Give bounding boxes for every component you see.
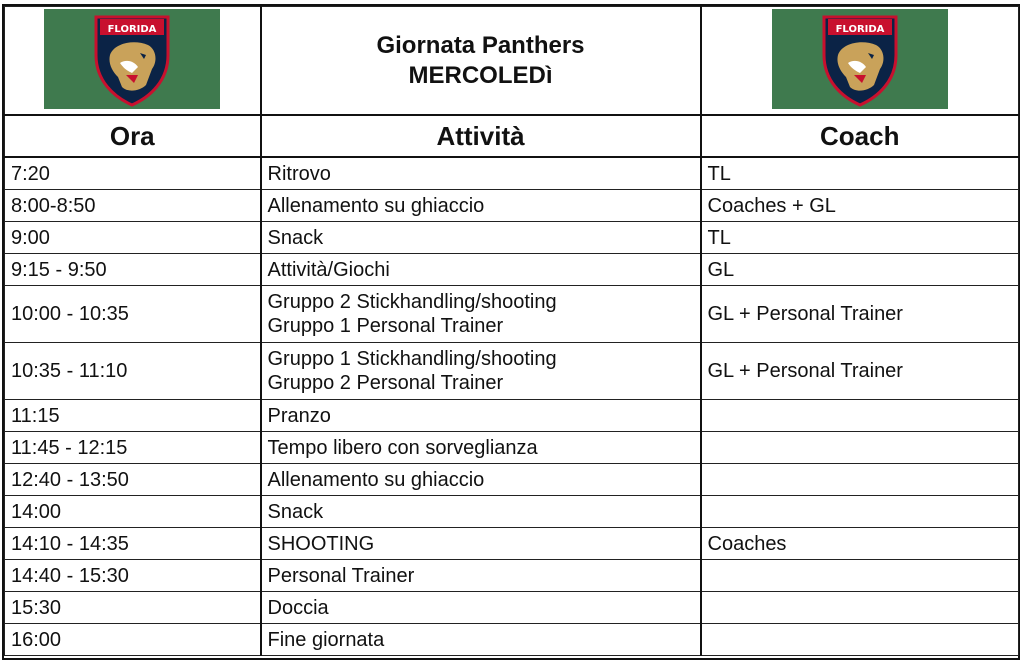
table-row [5,286,1019,343]
cell-coach [701,624,1019,656]
cell-ora: 11:45 - 12:15 [5,432,261,464]
cell-attivita [261,286,701,343]
table-row [5,254,1019,286]
table-row [5,528,1019,560]
table-row [5,592,1019,624]
cell-ora: 7:20 [5,157,261,190]
cell-ora: 9:00 [5,222,261,254]
cell-coach: GL + Personal Trainer [701,343,1019,400]
page-title [261,7,701,116]
column-header-attivita: Attività [261,115,701,157]
cell-ora: 10:35 - 11:10 [5,343,261,400]
attivita-line: Pranzo [267,404,331,427]
cell-attivita [261,624,701,656]
cell-ora: 8:00-8:50 [5,190,261,222]
cell-attivita [261,528,701,560]
logo-text: FLORIDA [835,24,885,35]
table-row [5,496,1019,528]
logo-cell-right [701,7,1019,116]
cell-ora: 14:10 - 14:35 [5,528,261,560]
cell-coach [701,464,1019,496]
attivita-line: Attività/Giochi [267,258,390,281]
cell-attivita [261,254,701,286]
attivita-line: Personal Trainer [267,564,415,587]
table-row [5,343,1019,400]
cell-coach: TL [701,222,1019,254]
attivita-line: Ritrovo [267,162,331,185]
cell-attivita [261,190,701,222]
cell-attivita [261,560,701,592]
header-row [5,7,1019,116]
table-row [5,560,1019,592]
cell-coach: Coaches [701,528,1019,560]
attivita-line: Gruppo 2 Personal Trainer [267,372,504,394]
cell-ora: 16:00 [5,624,261,656]
cell-attivita [261,496,701,528]
title-line-2: MERCOLEDì [408,61,553,89]
cell-ora: 15:30 [5,592,261,624]
attivita-line: Doccia [267,596,329,619]
schedule-body [5,157,1019,656]
attivita-line: Gruppo 1 Stickhandling/shooting [267,348,557,370]
cell-coach [701,400,1019,432]
attivita-line: Gruppo 2 Stickhandling/shooting [267,291,557,313]
cell-ora: 14:00 [5,496,261,528]
attivita-line: Gruppo 1 Personal Trainer [267,315,504,337]
logo-cell-left [5,7,261,116]
column-header-ora: Ora [5,115,261,157]
attivita-line: Tempo libero con sorveglianza [267,436,538,459]
schedule-table [4,6,1019,656]
column-header-row [5,115,1019,157]
cell-ora: 9:15 - 9:50 [5,254,261,286]
attivita-line: SHOOTING [267,532,375,555]
cell-attivita [261,592,701,624]
cell-coach: GL + Personal Trainer [701,286,1019,343]
table-row [5,400,1019,432]
table-row [5,624,1019,656]
florida-panthers-logo-icon [772,9,948,109]
attivita-line: Allenamento su ghiaccio [267,468,485,491]
table-row [5,157,1019,190]
table-row [5,464,1019,496]
cell-coach [701,592,1019,624]
cell-coach [701,432,1019,464]
logo-text: FLORIDA [107,24,157,35]
cell-coach [701,496,1019,528]
cell-ora: 14:40 - 15:30 [5,560,261,592]
cell-coach [701,560,1019,592]
cell-ora: 11:15 [5,400,261,432]
cell-coach: GL [701,254,1019,286]
cell-attivita [261,343,701,400]
attivita-line: Snack [267,226,324,249]
title-line-1: Giornata Panthers [376,31,585,59]
schedule-sheet [2,4,1020,660]
table-row [5,222,1019,254]
cell-attivita [261,222,701,254]
table-row [5,432,1019,464]
florida-panthers-logo-icon [44,9,220,109]
cell-ora: 12:40 - 13:50 [5,464,261,496]
attivita-line: Allenamento su ghiaccio [267,194,485,217]
cell-coach: TL [701,157,1019,190]
cell-attivita [261,432,701,464]
cell-attivita [261,157,701,190]
table-row [5,190,1019,222]
cell-attivita [261,400,701,432]
attivita-line: Snack [267,500,324,523]
cell-attivita [261,464,701,496]
cell-coach: Coaches + GL [701,190,1019,222]
column-header-coach: Coach [701,115,1019,157]
attivita-line: Fine giornata [267,628,385,651]
cell-ora: 10:00 - 10:35 [5,286,261,343]
